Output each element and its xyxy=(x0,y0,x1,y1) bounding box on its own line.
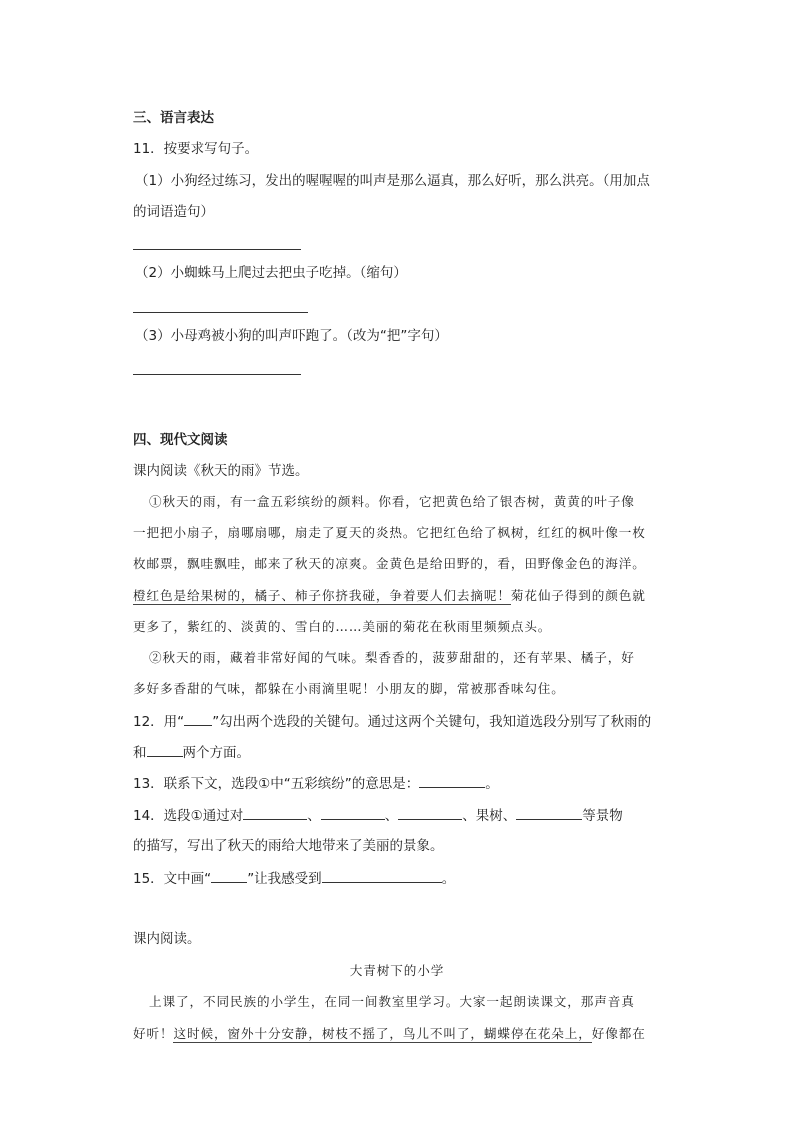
q14-blank-2[interactable] xyxy=(321,805,385,820)
q15-line xyxy=(133,868,455,889)
q12-blank-2[interactable] xyxy=(147,742,183,757)
q12-text-d: 两个方面。 xyxy=(182,745,250,761)
q14-text-c: 、果树、 xyxy=(462,808,517,824)
reading2-title: 大青树下的小学 xyxy=(349,963,445,978)
q14-sep-1: 、 xyxy=(307,808,321,824)
passage-p2-line2: 多好多香甜的气味，都躲在小雨滴里呢！小朋友的脚，常被那香味勾住。 xyxy=(133,681,565,696)
passage-p1-line2: 一把把小扇子，扇哪扇哪，扇走了夏天的炎热。它把红色给了枫树，红红的枫叶像一枚 xyxy=(133,525,646,540)
underlined-sentence: 橙红色是给果树的，橘子、柿子你挤我碰，争着要人们去摘呢！ xyxy=(133,588,511,603)
reading2-line2-a: 好听！ xyxy=(133,1026,174,1041)
q13-text-b: 。 xyxy=(485,776,499,792)
q12-line1 xyxy=(133,711,651,732)
q12-text-c: 和 xyxy=(133,745,147,761)
q11-item3: （3）小母鸡被小狗的叫声吓跑了。（改为“把”字句） xyxy=(135,328,448,344)
passage-p1-line5: 更多了，紫红的、淡黄的、雪白的……美丽的菊花在秋雨里频频点头。 xyxy=(133,619,552,634)
q14-sep-2: 、 xyxy=(384,808,399,824)
answer-line-3[interactable] xyxy=(133,374,301,375)
reading2-intro: 课内阅读。 xyxy=(133,931,201,947)
q11-item2: （2）小蜘蛛马上爬过去把虫子吃掉。（缩句） xyxy=(135,265,407,281)
q14-line1 xyxy=(133,805,623,826)
answer-line-2[interactable] xyxy=(133,312,308,313)
passage-p2-line1: ②秋天的雨，藏着非常好闻的气味。梨香香的，菠萝甜甜的，还有苹果、橘子，好 xyxy=(149,650,635,665)
answer-line-1[interactable] xyxy=(133,249,301,250)
q13-line xyxy=(133,773,499,794)
q15-blank[interactable] xyxy=(322,868,442,883)
section3-heading: 三、语言表达 xyxy=(133,110,214,126)
section4-heading: 四、现代文阅读 xyxy=(133,432,228,448)
q14-line2: 的描写，写出了秋天的雨给大地带来了美丽的景象。 xyxy=(133,838,444,854)
q11-item1-line1: （1）小狗经过练习，发出的喔喔喔的叫声是那么逼真，那么好听，那么洪亮。（用加点 xyxy=(135,173,650,189)
reading2-line1: 上课了，不同民族的小学生，在同一间教室里学习。大家一起朗读课文，那声音真 xyxy=(149,994,635,1009)
q14-text-d: 等景物 xyxy=(582,808,623,824)
passage-p1-line3: 枚邮票，飘哇飘哇，邮来了秋天的凉爽。金黄色是给田野的，看，田野像金色的海洋。 xyxy=(133,556,646,571)
q14-blank-4[interactable] xyxy=(516,805,582,820)
q13-text-a: 13．联系下文，选段①中“五彩缤纷”的意思是： xyxy=(133,776,420,792)
q15-text-a: 15．文中画“ xyxy=(133,871,212,887)
q12-line2 xyxy=(133,742,250,763)
q15-mark-blank xyxy=(211,868,247,883)
q14-text-a: 14．选段①通过对 xyxy=(133,808,244,824)
passage-p1-line4 xyxy=(133,586,646,606)
q15-text-b: ”让我感受到 xyxy=(247,871,322,887)
reading2-line2 xyxy=(133,1024,646,1044)
reading2-line2-b: 好像都在 xyxy=(591,1026,646,1041)
q12-text-a: 12．用“ xyxy=(133,714,185,730)
q15-text-c: 。 xyxy=(441,871,456,887)
reading2-underlined-sentence: 这时候，窗外十分安静，树枝不摇了，鸟儿不叫了，蝴蝶停在花朵上， xyxy=(173,1026,592,1041)
q13-blank[interactable] xyxy=(419,773,485,788)
q12-text-b: ”勾出两个选段的关键句。通过这两个关键句，我知道选段分别写了秋雨的 xyxy=(212,714,652,730)
q14-blank-1[interactable] xyxy=(243,805,307,820)
q11-item1-line2: 的词语造句） xyxy=(133,204,214,220)
q14-blank-3[interactable] xyxy=(398,805,462,820)
passage-p1-line1: ①秋天的雨，有一盒五彩缤纷的颜料。你看，它把黄色给了银杏树，黄黄的叶子像 xyxy=(149,494,635,509)
passage-p1-line4-rest: 菊花仙子得到的颜色就 xyxy=(510,588,646,603)
q12-mark-blank xyxy=(184,711,212,726)
q11-stem: 11．按要求写句子。 xyxy=(133,141,259,157)
reading1-intro: 课内阅读《秋天的雨》节选。 xyxy=(133,463,309,479)
